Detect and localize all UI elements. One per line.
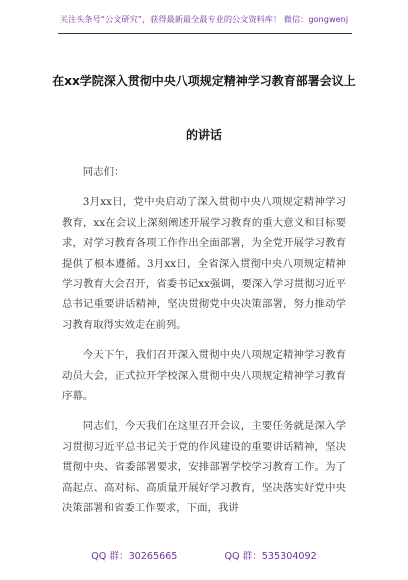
- footer-qq-group-2: QQ 群：535304092: [224, 551, 317, 562]
- header-divider: [58, 33, 352, 34]
- footer-qq-group-1: QQ 群：30265665: [91, 551, 178, 562]
- document-body: [62, 162, 346, 529]
- page-footer: [0, 548, 408, 562]
- page-header-banner: 关注头条号“公文研究”，获得最新最全最专业的公文资料库！ 微信：gongwenj: [59, 14, 349, 24]
- body-paragraph-1: 3月xx日，党中央启动了深入贯彻中央八项规定精神学习教育，xx在会议上深刻阐述开展学习教育的重大意义和目标要求，对学习教育各项工作作出全面部署，为全党开展学习教育提供了根本遵循。3月xx日，全省深入贯彻中央八项规定精神学习教育大会召开，省委书记xx强调，要深入学习贯彻习近平总书记重要讲话精神，坚决贯彻党中央决策部署，努力推动学习教育取得实效走在前列。: [62, 196, 346, 331]
- body-paragraph-2: 今天下午，我们召开深入贯彻中央八项规定精神学习教育动员大会，正式拉开学校深入贯彻中央八项规定精神学习教育序幕。: [62, 349, 346, 403]
- body-paragraph-3: 同志们，今天我们在这里召开会议，主要任务就是深入学习贯彻习近平总书记关于党的作风建设的重要讲话精神，坚决贯彻中央、省委部署要求，安排部署学校学习教育工作。为了高起点、高对标、高质量开展好学习教育，坚决落实好党中央决策部署和省委工作要求，下面，我讲: [62, 420, 346, 515]
- salutation: 同志们：: [82, 166, 125, 178]
- document-title-line-1: 在xx学院深入贯彻中央八项规定精神学习教育部署会议上: [52, 74, 356, 88]
- document-title-line-2: 的讲话: [185, 128, 222, 142]
